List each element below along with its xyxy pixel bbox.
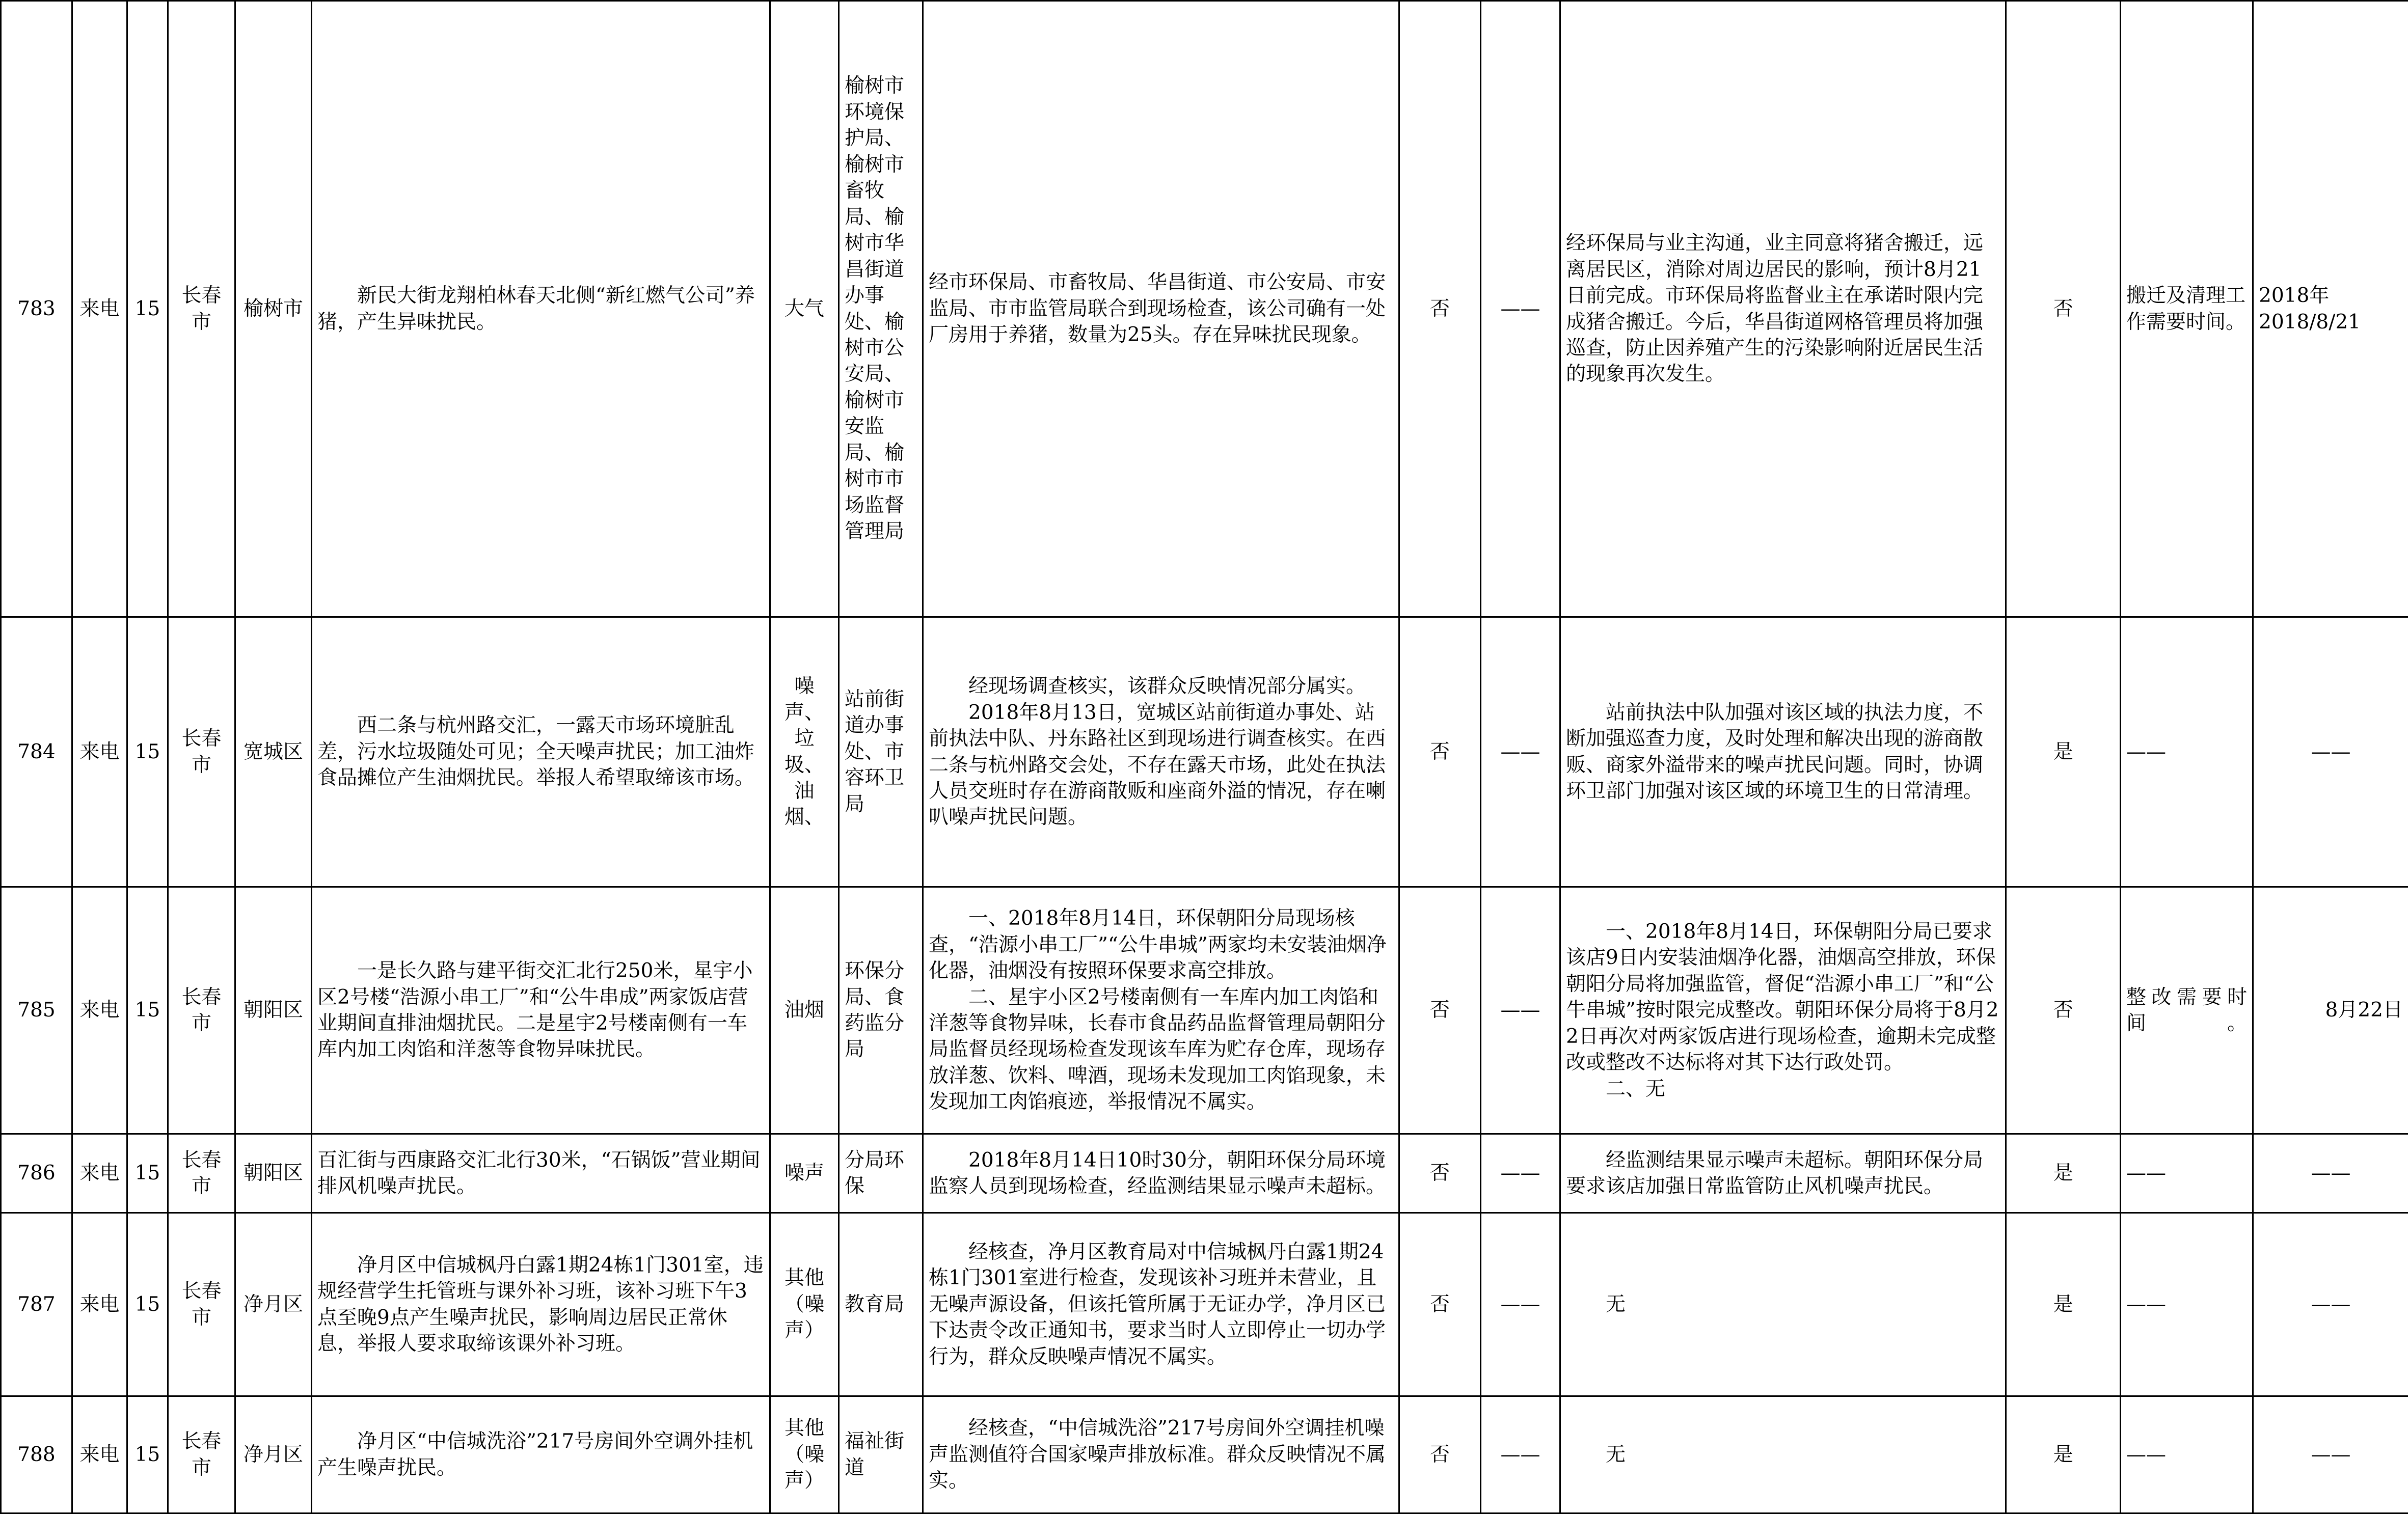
table-row [1, 887, 2408, 1134]
cell-is-true: 否 [1399, 1396, 1481, 1513]
cell-reason: —— [2121, 1134, 2253, 1213]
cell-investigation-result: 经核查，“中信城洗浴”217号房间外空调挂机噪声监测值符合国家噪声排放标准。群众反映情况不属实。 [923, 1396, 1399, 1513]
cell-rectification: 无 [1560, 1213, 2006, 1396]
cell-investigation-result: 经市环保局、市畜牧局、华昌街道、市公安局、市安监局、市市监管局联合到现场检查，该公司确有一处厂房用于养猪，数量为25头。存在异味扰民现象。 [923, 1, 1399, 617]
cell-pollution-type: 其他（噪声） [770, 1396, 839, 1513]
cell-is-true: 否 [1399, 1213, 1481, 1396]
cell-district: 宽城区 [235, 617, 312, 887]
cell-reason: 搬迁及清理工作需要时间。 [2121, 1, 2253, 617]
cell-serial-number: 785 [1, 887, 72, 1134]
cell-responsible-dept: 环保分局、食药监分局 [839, 887, 923, 1134]
table-row [1, 617, 2408, 887]
cell-city: 长春市 [168, 1, 235, 617]
cell-deadline: 2018年 2018/8/21 [2253, 1, 2408, 617]
cell-rectification: 站前执法中队加强对该区域的执法力度，不断加强巡查力度，及时处理和解决出现的游商散贩、商家外溢带来的噪声扰民问题。同时，协调环卫部门加强对该区域的环境卫生的日常清理。 [1560, 617, 2006, 887]
cell-complaint: 百汇街与西康路交汇北行30米，“石锅饭”营业期间排风机噪声扰民。 [312, 1134, 770, 1213]
cell-district: 朝阳区 [235, 887, 312, 1134]
cell-serial-number: 783 [1, 1, 72, 617]
cell-city: 长春市 [168, 617, 235, 887]
cell-rectification: 一、2018年8月14日，环保朝阳分局已要求该店9日内安装油烟净化器，油烟高空排放，环保朝阳分局将加强监管，督促“浩源小串工厂”和“公牛串城”按时限完成整改。朝阳环保分局将于8月22日再次对两家饭店进行现场检查，逾期未完成整改或整改不达标将对其下达行政处罚。 二、无 [1560, 887, 2006, 1134]
cell-complaint: 净月区“中信城洗浴”217号房间外空调外挂机产生噪声扰民。 [312, 1396, 770, 1513]
cell-complaint: 西二条与杭州路交汇，一露天市场环境脏乱差，污水垃圾随处可见；全天噪声扰民；加工油炸食品摊位产生油烟扰民。举报人希望取缔该市场。 [312, 617, 770, 887]
table-row [1, 1396, 2408, 1513]
cell-responsible-dept: 榆树市环境保护局、榆树市畜牧局、榆树市华昌街道办事处、榆树市公安局、榆树市安监局、榆树市市场监督管理局 [839, 1, 923, 617]
cell-source: 来电 [72, 1213, 127, 1396]
cell-investigation-result: 一、2018年8月14日，环保朝阳分局现场核查，“浩源小串工厂”“公牛串城”两家均未安装油烟净化器，油烟没有按照环保要求高空排放。 二、星宇小区2号楼南侧有一车库内加工肉馅和洋葱等食物异味，长春市食品药品监督管理局朝阳分局监督员经现场检查发现该车库为贮存仓库，现场存放洋葱、饮料、啤酒，现场未发现加工肉馅现象，未发现加工肉馅痕迹，举报情况不属实。 [923, 887, 1399, 1134]
cell-reason: 整改需要时间。 [2121, 887, 2253, 1134]
cell-pollution-type: 噪声、垃圾、油烟、 [770, 617, 839, 887]
cell-batch: 15 [127, 1213, 168, 1396]
cell-source: 来电 [72, 617, 127, 887]
cell-serial-number: 788 [1, 1396, 72, 1513]
cell-investigation-result: 经现场调查核实，该群众反映情况部分属实。 2018年8月13日，宽城区站前街道办事处、站前执法中队、丹东路社区到现场进行调查核实。在西二条与杭州路交会处，不存在露天市场，此处在执法人员交班时存在游商散贩和座商外溢的情况，存在喇叭噪声扰民问题。 [923, 617, 1399, 887]
cell-pollution-type: 大气 [770, 1, 839, 617]
cell-complaint: 一是长久路与建平街交汇北行250米，星宇小区2号楼“浩源小串工厂”和“公牛串成”两家饭店营业期间直排油烟扰民。二是星宇2号楼南侧有一车库内加工肉馅和洋葱等食物异味扰民。 [312, 887, 770, 1134]
cell-source: 来电 [72, 887, 127, 1134]
cell-rectification: 经监测结果显示噪声未超标。朝阳环保分局要求该店加强日常监管防止风机噪声扰民。 [1560, 1134, 2006, 1213]
cell-city: 长春市 [168, 1134, 235, 1213]
cell-deadline: —— [2253, 1396, 2408, 1513]
cell-pollution-type: 其他（噪声） [770, 1213, 839, 1396]
cell-investigation-result: 2018年8月14日10时30分，朝阳环保分局环境监察人员到现场检查，经监测结果显示噪声未超标。 [923, 1134, 1399, 1213]
cell-punishment: —— [1481, 1, 1560, 617]
cell-is-true: 否 [1399, 617, 1481, 887]
cell-reason: —— [2121, 1213, 2253, 1396]
cell-deadline: —— [2253, 617, 2408, 887]
cell-deadline: —— [2253, 1213, 2408, 1396]
cell-punishment: —— [1481, 617, 1560, 887]
cell-batch: 15 [127, 1134, 168, 1213]
cell-is-closed: 是 [2006, 1213, 2121, 1396]
table-body [1, 1, 2408, 1513]
cell-source: 来电 [72, 1396, 127, 1513]
cell-serial-number: 784 [1, 617, 72, 887]
table-row [1, 1, 2408, 617]
cell-district: 朝阳区 [235, 1134, 312, 1213]
cell-batch: 15 [127, 617, 168, 887]
cell-punishment: —— [1481, 1396, 1560, 1513]
cell-rectification: 经环保局与业主沟通，业主同意将猪舍搬迁，远离居民区，消除对周边居民的影响，预计8月21日前完成。市环保局将监督业主在承诺时限内完成猪舍搬迁。今后，华昌街道网格管理员将加强巡查，防止因养殖产生的污染影响附近居民生活的现象再次发生。 [1560, 1, 2006, 617]
cell-investigation-result: 经核查，净月区教育局对中信城枫丹白露1期24栋1门301室进行检查，发现该补习班并未营业，且无噪声源设备，但该托管所属于无证办学，净月区已下达责令改正通知书，要求当时人立即停止一切办学行为，群众反映噪声情况不属实。 [923, 1213, 1399, 1396]
cell-deadline: —— [2253, 1134, 2408, 1213]
cell-source: 来电 [72, 1, 127, 617]
table-row [1, 1213, 2408, 1396]
cell-is-true: 否 [1399, 1, 1481, 617]
cell-city: 长春市 [168, 1396, 235, 1513]
cell-is-true: 否 [1399, 1134, 1481, 1213]
cell-responsible-dept: 分局环保 [839, 1134, 923, 1213]
cell-deadline: 8月22日 [2253, 887, 2408, 1134]
cell-is-closed: 是 [2006, 617, 2121, 887]
table-row [1, 1134, 2408, 1213]
cell-is-true: 否 [1399, 887, 1481, 1134]
cell-pollution-type: 噪声 [770, 1134, 839, 1213]
cell-district: 榆树市 [235, 1, 312, 617]
cell-is-closed: 否 [2006, 1, 2121, 617]
cell-responsible-dept: 站前街道办事处、市容环卫局 [839, 617, 923, 887]
cell-complaint: 净月区中信城枫丹白露1期24栋1门301室，违规经营学生托管班与课外补习班，该补习班下午3点至晚9点产生噪声扰民，影响周边居民正常休息，举报人要求取缔该课外补习班。 [312, 1213, 770, 1396]
cell-is-closed: 是 [2006, 1134, 2121, 1213]
cell-rectification: 无 [1560, 1396, 2006, 1513]
cell-source: 来电 [72, 1134, 127, 1213]
cell-city: 长春市 [168, 1213, 235, 1396]
cell-pollution-type: 油烟 [770, 887, 839, 1134]
cell-punishment: —— [1481, 1213, 1560, 1396]
cell-punishment: —— [1481, 1134, 1560, 1213]
cell-serial-number: 786 [1, 1134, 72, 1213]
cell-is-closed: 是 [2006, 1396, 2121, 1513]
cell-district: 净月区 [235, 1396, 312, 1513]
cell-city: 长春市 [168, 887, 235, 1134]
cell-responsible-dept: 福祉街道 [839, 1396, 923, 1513]
cell-serial-number: 787 [1, 1213, 72, 1396]
cell-reason: —— [2121, 1396, 2253, 1513]
cell-complaint: 新民大街龙翔柏林春天北侧“新红燃气公司”养猪，产生异味扰民。 [312, 1, 770, 617]
cell-is-closed: 否 [2006, 887, 2121, 1134]
cell-responsible-dept: 教育局 [839, 1213, 923, 1396]
cell-batch: 15 [127, 887, 168, 1134]
cell-batch: 15 [127, 1, 168, 617]
cell-punishment: —— [1481, 887, 1560, 1134]
cell-batch: 15 [127, 1396, 168, 1513]
cell-reason: —— [2121, 617, 2253, 887]
cell-district: 净月区 [235, 1213, 312, 1396]
